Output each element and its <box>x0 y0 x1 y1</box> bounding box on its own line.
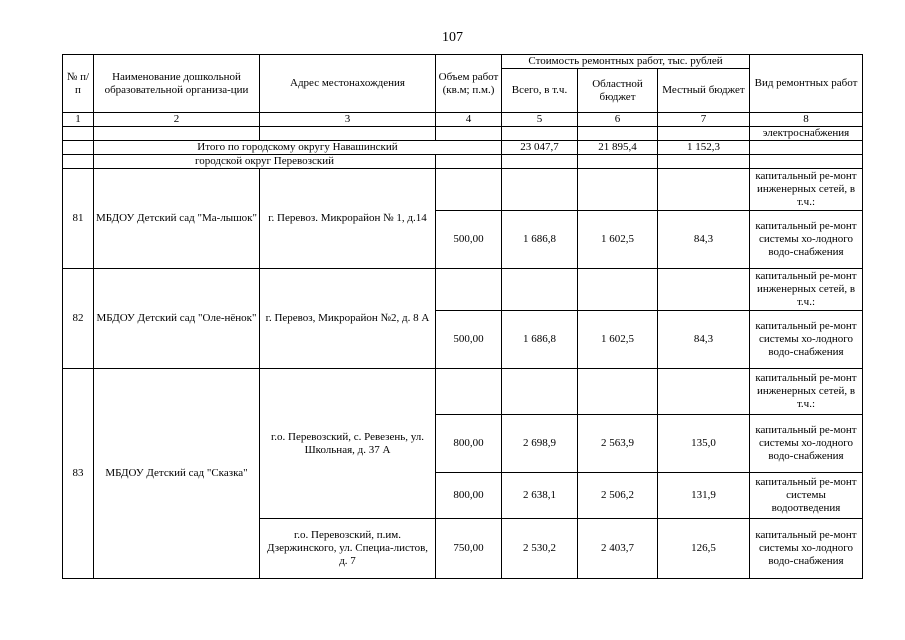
header-local: Местный бюджет <box>658 69 750 113</box>
entry-total: 2 638,1 <box>502 473 578 519</box>
work-type-cell: капитальный ре-монт инженерных сетей, в т.ч.: <box>750 369 863 415</box>
entry-local: 84,3 <box>658 311 750 369</box>
entry-total: 1 686,8 <box>502 211 578 269</box>
entry-volume: 750,00 <box>436 519 502 579</box>
work-type-cell: капитальный ре-монт системы хо-лодного водо-снабжения <box>750 311 863 369</box>
column-number: 5 <box>502 113 578 127</box>
entry-address: г.о. Перевозский, с. Ревезень, ул. Школьная, д. 37 А <box>260 369 436 519</box>
section-title-row <box>63 155 863 169</box>
column-number: 3 <box>260 113 436 127</box>
entry-local: 126,5 <box>658 519 750 579</box>
column-number: 8 <box>750 113 863 127</box>
work-type-cell: капитальный ре-монт инженерных сетей, в т.ч.: <box>750 269 863 311</box>
entry-regional: 2 403,7 <box>578 519 658 579</box>
entry-total: 2 698,9 <box>502 415 578 473</box>
entry-regional: 2 506,2 <box>578 473 658 519</box>
entry-regional: 2 563,9 <box>578 415 658 473</box>
header-num: № п/п <box>63 55 94 113</box>
work-type-cell: электроснабжения <box>750 127 863 141</box>
repair-works-table <box>62 54 863 579</box>
subtotal-row <box>63 141 863 155</box>
work-type-cell: капитальный ре-монт системы водоотведения <box>750 473 863 519</box>
header-regional: Областной бюджет <box>578 69 658 113</box>
table-row <box>63 369 863 415</box>
header-volume: Объем работ (кв.м; п.м.) <box>436 55 502 113</box>
entry-num: 83 <box>63 369 94 579</box>
entry-num: 81 <box>63 169 94 269</box>
work-type-cell: капитальный ре-монт системы хо-лодного водо-снабжения <box>750 519 863 579</box>
header-address: Адрес местонахождения <box>260 55 436 113</box>
page-number: 107 <box>442 30 463 45</box>
subtotal-local: 1 152,3 <box>658 141 750 155</box>
header-name: Наименование дошкольной образовательной организа-ции <box>94 55 260 113</box>
work-type-cell: капитальный ре-монт системы хо-лодного водо-снабжения <box>750 415 863 473</box>
header-total: Всего, в т.ч. <box>502 69 578 113</box>
entry-address: г.о. Перевозский, п.им. Дзержинского, ул. Специа-листов, д. 7 <box>260 519 436 579</box>
header-cost-group: Стоимость ремонтных работ, тыс. рублей <box>502 55 750 69</box>
column-numbers-row <box>63 113 863 127</box>
entry-local: 135,0 <box>658 415 750 473</box>
subtotal-label: Итого по городскому округу Навашинский <box>94 141 502 155</box>
work-type-cell: капитальный ре-монт системы хо-лодного водо-снабжения <box>750 211 863 269</box>
entry-num: 82 <box>63 269 94 369</box>
entry-local: 131,9 <box>658 473 750 519</box>
entry-regional: 1 602,5 <box>578 211 658 269</box>
column-number: 6 <box>578 113 658 127</box>
entry-total: 1 686,8 <box>502 311 578 369</box>
subtotal-regional: 21 895,4 <box>578 141 658 155</box>
entry-name: МБДОУ Детский сад "Оле-нёнок" <box>94 269 260 369</box>
table-row <box>63 169 863 211</box>
entry-total: 2 530,2 <box>502 519 578 579</box>
work-type-cell: капитальный ре-монт инженерных сетей, в т.ч.: <box>750 169 863 211</box>
column-number: 4 <box>436 113 502 127</box>
header-row-1 <box>63 55 863 69</box>
column-number: 7 <box>658 113 750 127</box>
table-row <box>63 269 863 311</box>
continuation-row <box>63 127 863 141</box>
entry-regional: 1 602,5 <box>578 311 658 369</box>
column-number: 2 <box>94 113 260 127</box>
header-work-type: Вид ремонтных работ <box>750 55 863 113</box>
entry-name: МБДОУ Детский сад "Ма-лышок" <box>94 169 260 269</box>
entry-volume: 800,00 <box>436 473 502 519</box>
entry-address: г. Перевоз, Микрорайон №2, д. 8 А <box>260 269 436 369</box>
section-title: городской округ Перевозский <box>94 155 436 169</box>
subtotal-total: 23 047,7 <box>502 141 578 155</box>
entry-volume: 800,00 <box>436 415 502 473</box>
entry-volume: 500,00 <box>436 211 502 269</box>
entry-local: 84,3 <box>658 211 750 269</box>
column-number: 1 <box>63 113 94 127</box>
entry-address: г. Перевоз. Микрорайон № 1, д.14 <box>260 169 436 269</box>
entry-volume: 500,00 <box>436 311 502 369</box>
entry-name: МБДОУ Детский сад "Сказка" <box>94 369 260 579</box>
